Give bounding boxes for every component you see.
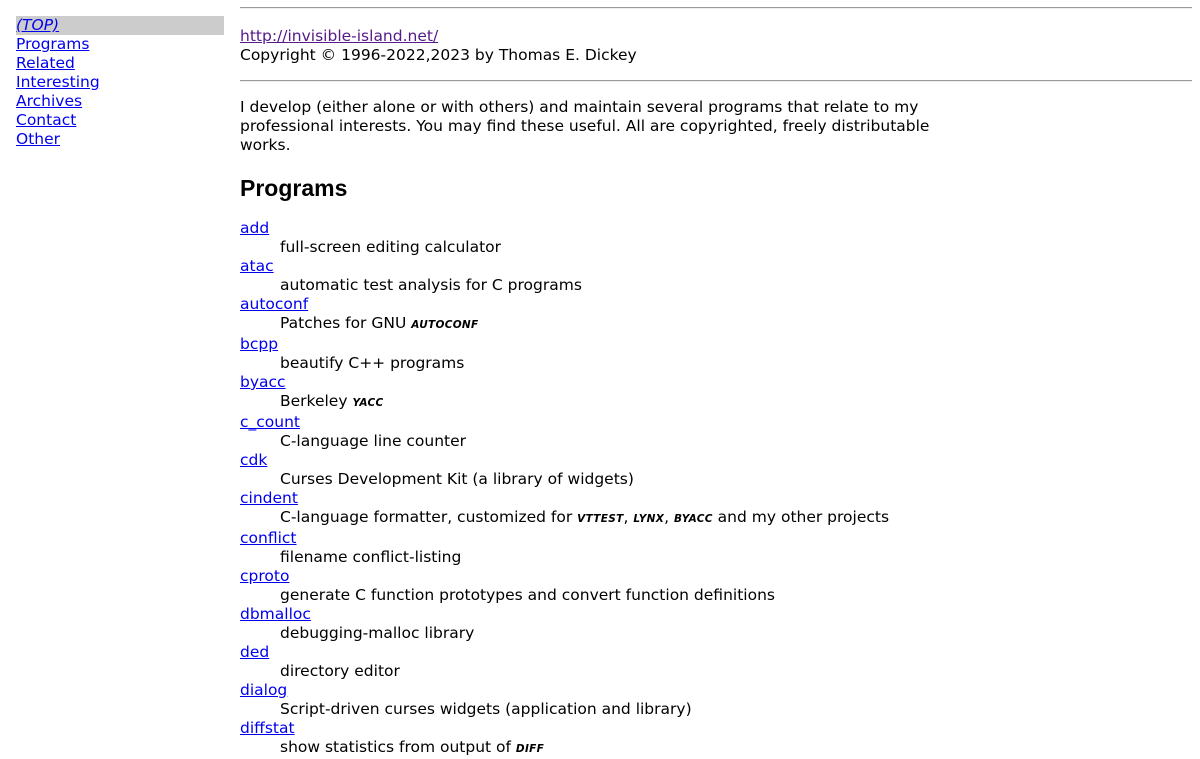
main-content: [240, 0, 1192, 759]
program-desc: C-language line counter: [280, 432, 467, 450]
site-url-link[interactable]: http://invisible-island.net/: [240, 27, 439, 45]
separator: ,: [664, 508, 674, 526]
nav-link-contact[interactable]: Contact: [16, 111, 77, 129]
program-link-cindent[interactable]: cindent: [240, 489, 298, 507]
program-name-smallcaps: DIFF: [515, 743, 545, 755]
program-desc: automatic test analysis for C programs: [280, 276, 582, 294]
top-divider: [240, 7, 1192, 9]
nav-link-interesting[interactable]: Interesting: [16, 73, 100, 91]
program-name-smallcaps: LYNX: [633, 513, 665, 525]
separator: ,: [623, 508, 634, 526]
site-header: [240, 27, 1192, 65]
program-desc: [280, 392, 1192, 413]
program-link-bcpp[interactable]: bcpp: [240, 335, 279, 353]
program-desc: [280, 314, 1192, 335]
program-link-atac[interactable]: atac: [240, 257, 274, 275]
program-desc-text: and my other projects: [712, 508, 890, 526]
program-link-dbmalloc[interactable]: dbmalloc: [240, 605, 311, 623]
program-desc: beautify C++ programs: [280, 354, 465, 372]
program-desc: [280, 738, 1192, 759]
program-desc: filename conflict-listing: [280, 548, 462, 566]
nav-link-programs[interactable]: Programs: [16, 35, 90, 53]
intro-paragraph: I develop (either alone or with others) and maintain several programs that relate to my professional interests. You may find these useful. All are copyrighted, freely distributable works.: [240, 98, 930, 154]
program-link-dialog[interactable]: dialog: [240, 681, 288, 699]
program-link-ded[interactable]: ded: [240, 643, 270, 661]
program-desc: generate C function prototypes and convert function definitions: [280, 586, 775, 604]
program-desc: debugging-malloc library: [280, 624, 475, 642]
program-name-smallcaps: AUTOCONF: [411, 319, 479, 331]
program-name-smallcaps: YACC: [352, 397, 384, 409]
copyright-notice: Copyright © 1996-2022,2023 by Thomas E. Dickey: [240, 46, 637, 64]
program-link-cproto[interactable]: cproto: [240, 567, 290, 585]
sidebar-nav: [16, 16, 224, 149]
program-desc-text: show statistics from output of: [280, 738, 516, 756]
program-desc: directory editor: [280, 662, 400, 680]
program-desc-text: Berkeley: [280, 392, 353, 410]
nav-link-archives[interactable]: Archives: [16, 92, 83, 110]
program-link-c-count[interactable]: c_count: [240, 413, 301, 431]
nav-link-other[interactable]: Other: [16, 130, 61, 148]
program-link-autoconf[interactable]: autoconf: [240, 295, 309, 313]
program-desc-text: Patches for GNU: [280, 314, 412, 332]
program-link-add[interactable]: add: [240, 219, 270, 237]
nav-link-top[interactable]: (TOP): [16, 16, 224, 35]
program-link-cdk[interactable]: cdk: [240, 451, 268, 469]
program-name-smallcaps: VTTEST: [577, 513, 624, 525]
program-list: [240, 219, 1192, 759]
program-link-diffstat[interactable]: diffstat: [240, 719, 295, 737]
program-link-conflict[interactable]: conflict: [240, 529, 297, 547]
header-divider: [240, 80, 1192, 82]
program-desc: full-screen editing calculator: [280, 238, 502, 256]
nav-link-related[interactable]: Related: [16, 54, 75, 72]
program-name-smallcaps: BYACC: [674, 513, 713, 525]
program-desc: [280, 508, 1192, 529]
program-desc: Script-driven curses widgets (application and library): [280, 700, 692, 718]
program-desc: Curses Development Kit (a library of widgets): [280, 470, 634, 488]
program-desc-text: C-language formatter, customized for: [280, 508, 578, 526]
program-link-byacc[interactable]: byacc: [240, 373, 286, 391]
programs-heading: Programs: [240, 175, 348, 201]
